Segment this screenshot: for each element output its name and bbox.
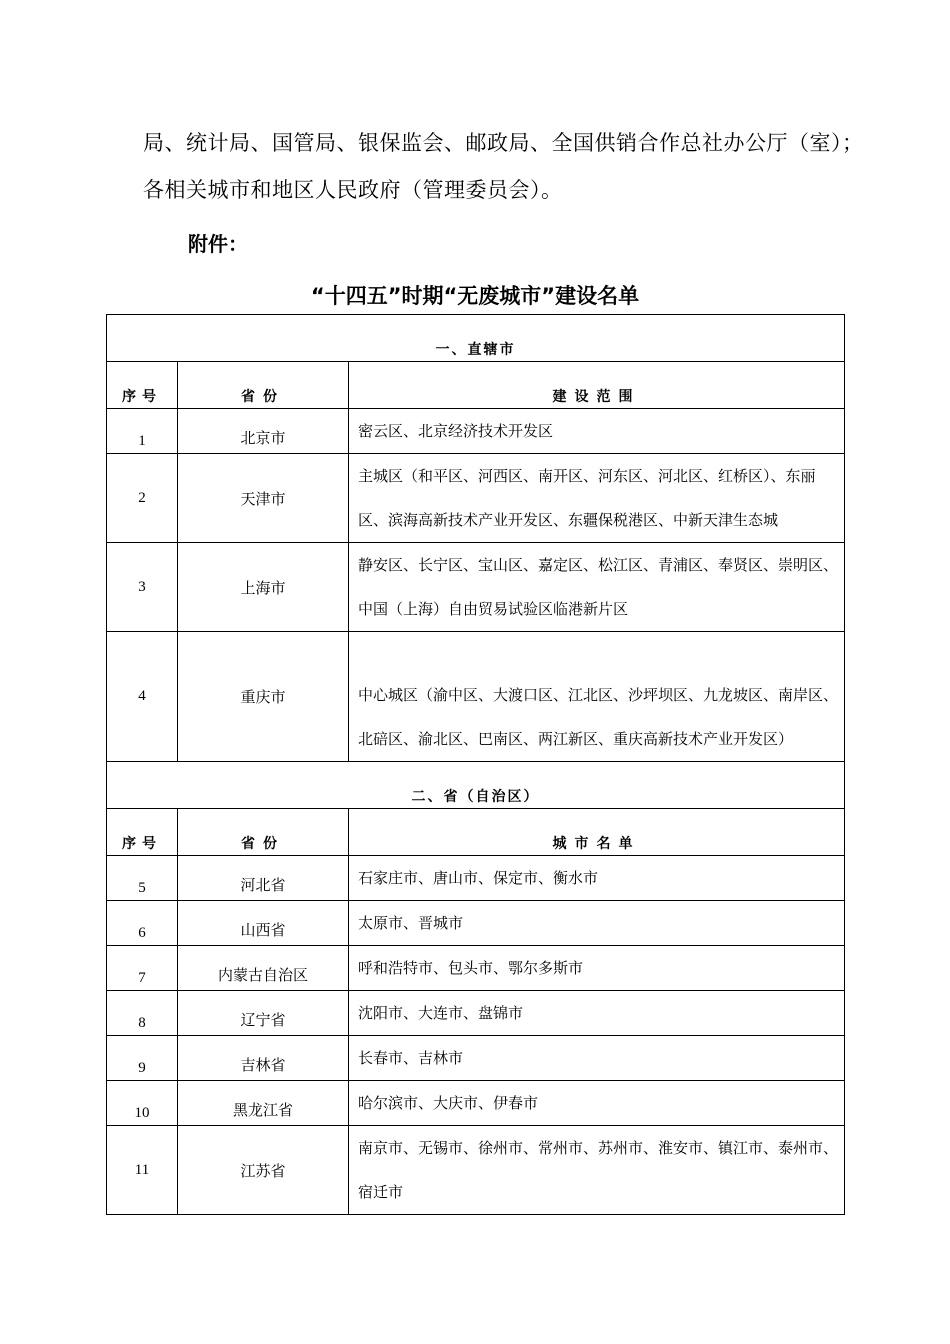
row-number: 6 — [107, 901, 178, 946]
table-row — [107, 1081, 845, 1126]
row-cities: 太原市、晋城市 — [349, 901, 845, 946]
table-row — [107, 856, 845, 901]
header-number: 序号 — [107, 362, 178, 409]
row-cities: 哈尔滨市、大庆市、伊春市 — [349, 1081, 845, 1126]
table-row — [107, 1036, 845, 1081]
row-province: 上海市 — [178, 543, 349, 632]
row-province: 天津市 — [178, 454, 349, 543]
row-province: 辽宁省 — [178, 991, 349, 1036]
row-cities: 石家庄市、唐山市、保定市、衡水市 — [349, 856, 845, 901]
header-city-list: 城市名单 — [349, 809, 845, 856]
header-number: 序号 — [107, 809, 178, 856]
row-scope: 静安区、长宁区、宝山区、嘉定区、松江区、青浦区、奉贤区、崇明区、中国（上海）自由贸易试验区临港新片区 — [349, 543, 845, 632]
section-row — [107, 315, 845, 362]
row-number: 2 — [107, 454, 178, 543]
row-number: 3 — [107, 543, 178, 632]
intro-line-1: 局、统计局、国管局、银保监会、邮政局、全国供销合作总社办公厅（室）； — [143, 131, 864, 155]
row-number: 7 — [107, 946, 178, 991]
row-number: 9 — [107, 1036, 178, 1081]
table-row — [107, 946, 845, 991]
section-title: 二、省（自治区） — [107, 762, 845, 809]
row-scope: 中心城区（渝中区、大渡口区、江北区、沙坪坝区、九龙坡区、南岸区、北碚区、渝北区、巴南区、两江新区、重庆高新技术产业开发区） — [349, 632, 845, 762]
row-scope: 密云区、北京经济技术开发区 — [349, 409, 845, 454]
row-province: 吉林省 — [178, 1036, 349, 1081]
row-cities: 呼和浩特市、包头市、鄂尔多斯市 — [349, 946, 845, 991]
row-number: 5 — [107, 856, 178, 901]
header-province: 省份 — [178, 362, 349, 409]
row-province: 江苏省 — [178, 1126, 349, 1215]
table-row — [107, 454, 845, 543]
intro-line-2: 各相关城市和地区人民政府（管理委员会）。 — [143, 178, 563, 202]
row-scope: 主城区（和平区、河西区、南开区、河东区、河北区、红桥区）、东丽区、滨海高新技术产业开发区、东疆保税港区、中新天津生态城 — [349, 454, 845, 543]
row-province: 内蒙古自治区 — [178, 946, 349, 991]
document-title: “十四五”时期“无废城市”建设名单 — [310, 284, 640, 308]
row-province: 河北省 — [178, 856, 349, 901]
header-province: 省份 — [178, 809, 349, 856]
row-province: 黑龙江省 — [178, 1081, 349, 1126]
row-number: 10 — [107, 1081, 178, 1126]
section-title: 一、直辖市 — [107, 315, 845, 362]
row-cities: 长春市、吉林市 — [349, 1036, 845, 1081]
header-scope: 建设范围 — [349, 362, 845, 409]
row-number: 1 — [107, 409, 178, 454]
header-row — [107, 362, 845, 409]
row-province: 北京市 — [178, 409, 349, 454]
table-row — [107, 1126, 845, 1215]
table-row — [107, 543, 845, 632]
row-number: 4 — [107, 632, 178, 762]
table-row — [107, 409, 845, 454]
row-number: 11 — [107, 1126, 178, 1215]
row-province: 山西省 — [178, 901, 349, 946]
table-row — [107, 991, 845, 1036]
table-row — [107, 632, 845, 762]
row-cities: 南京市、无锡市、徐州市、常州市、苏州市、淮安市、镇江市、泰州市、宿迁市 — [349, 1126, 845, 1215]
header-row — [107, 809, 845, 856]
row-number: 8 — [107, 991, 178, 1036]
row-cities: 沈阳市、大连市、盘锦市 — [349, 991, 845, 1036]
attachment-label: 附件： — [188, 232, 248, 256]
row-province: 重庆市 — [178, 632, 349, 762]
section-row — [107, 762, 845, 809]
table-row — [107, 901, 845, 946]
city-list-table — [106, 314, 845, 1215]
